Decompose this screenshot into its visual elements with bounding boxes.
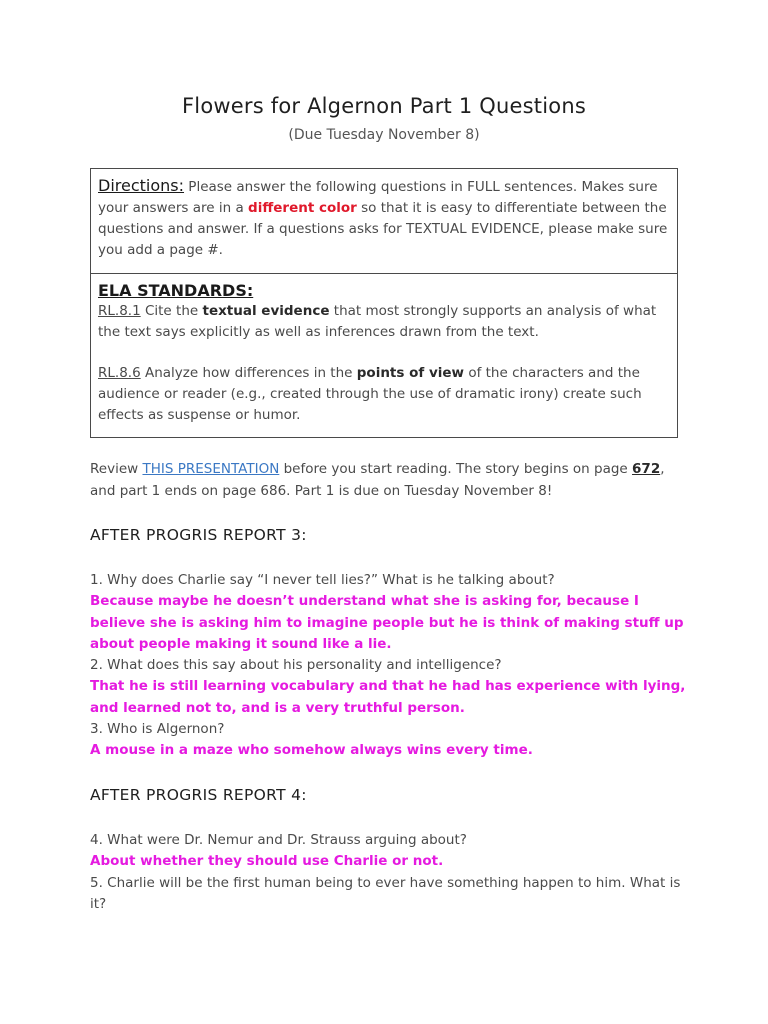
section-heading-report-3: AFTER PROGRIS REPORT 3: — [90, 526, 307, 544]
directions-text-2: so that it is easy to differentiate between the questions and answer. If a questions asks for TEXTUAL EVIDENCE, please make sure you add a page #. — [98, 200, 668, 258]
answer: About whether they should use Charlie or not. — [90, 853, 444, 870]
section-report-3 — [90, 570, 690, 762]
directions-text-1: Please answer the following questions in FULL sentences. Makes sure your answers are in a — [98, 179, 658, 216]
rl-8-1-text-1: Cite the — [140, 303, 203, 319]
standard-rl-8-1 — [98, 301, 670, 343]
standard-rl-8-6 — [98, 363, 670, 426]
due-date: (Due Tuesday November 8) — [288, 127, 480, 143]
question: 5. Charlie will be the first human being to ever have something happen to him. What is it? — [90, 874, 681, 912]
rl-8-6-text-2: of the characters and the audience or reader (e.g., created through the use of dramatic irony) create such effects as suspense or humor. — [98, 365, 642, 423]
answer: That he is still learning vocabulary and that he had has experience with lying, and learned not to, and is a very truthful person. — [90, 678, 686, 716]
rl-8-6-bold: points of view — [356, 365, 465, 381]
question: 2. What does this say about his personality and intelligence? — [90, 657, 502, 674]
start-page: 672 — [632, 461, 661, 477]
standards-cell — [91, 273, 677, 437]
review-text-2: before you start reading. The story begins on page — [279, 461, 633, 477]
section-report-4 — [90, 830, 690, 915]
review-text-3: , and part 1 ends on page 686. Part 1 is due on Tuesday November 8! — [90, 461, 665, 499]
standards-heading: ELA STANDARDS: — [98, 281, 254, 300]
rl-8-6-code: RL.8.6 — [98, 365, 141, 381]
presentation-link[interactable]: THIS PRESENTATION — [142, 461, 280, 477]
rl-8-1-bold: textual evidence — [202, 303, 330, 319]
question: 4. What were Dr. Nemur and Dr. Strauss arguing about? — [90, 832, 467, 848]
directions-highlight: different color — [248, 200, 357, 216]
directions-heading: Directions: — [98, 176, 185, 195]
rl-8-6-text-1: Analyze how differences in the — [140, 365, 357, 381]
review-paragraph — [90, 458, 690, 502]
instructions-box — [90, 168, 678, 438]
page-title: Flowers for Algernon Part 1 Questions — [182, 94, 586, 118]
answer: Because maybe he doesn’t understand what she is asking for, because I believe she is asking him to imagine people but he is think of making stuff up about people making it sound like a lie. — [90, 593, 684, 652]
directions-cell — [91, 169, 677, 273]
section-heading-report-4: AFTER PROGRIS REPORT 4: — [90, 786, 307, 804]
review-text-1: Review — [90, 461, 143, 477]
question: 1. Why does Charlie say “I never tell lies?” What is he talking about? — [90, 572, 555, 588]
question: 3. Who is Algernon? — [90, 721, 225, 738]
rl-8-1-code: RL.8.1 — [98, 303, 141, 319]
answer: A mouse in a maze who somehow always wins every time. — [90, 742, 533, 759]
rl-8-1-text-2: that most strongly supports an analysis of what the text says explicitly as well as inferences drawn from the text. — [98, 303, 657, 340]
